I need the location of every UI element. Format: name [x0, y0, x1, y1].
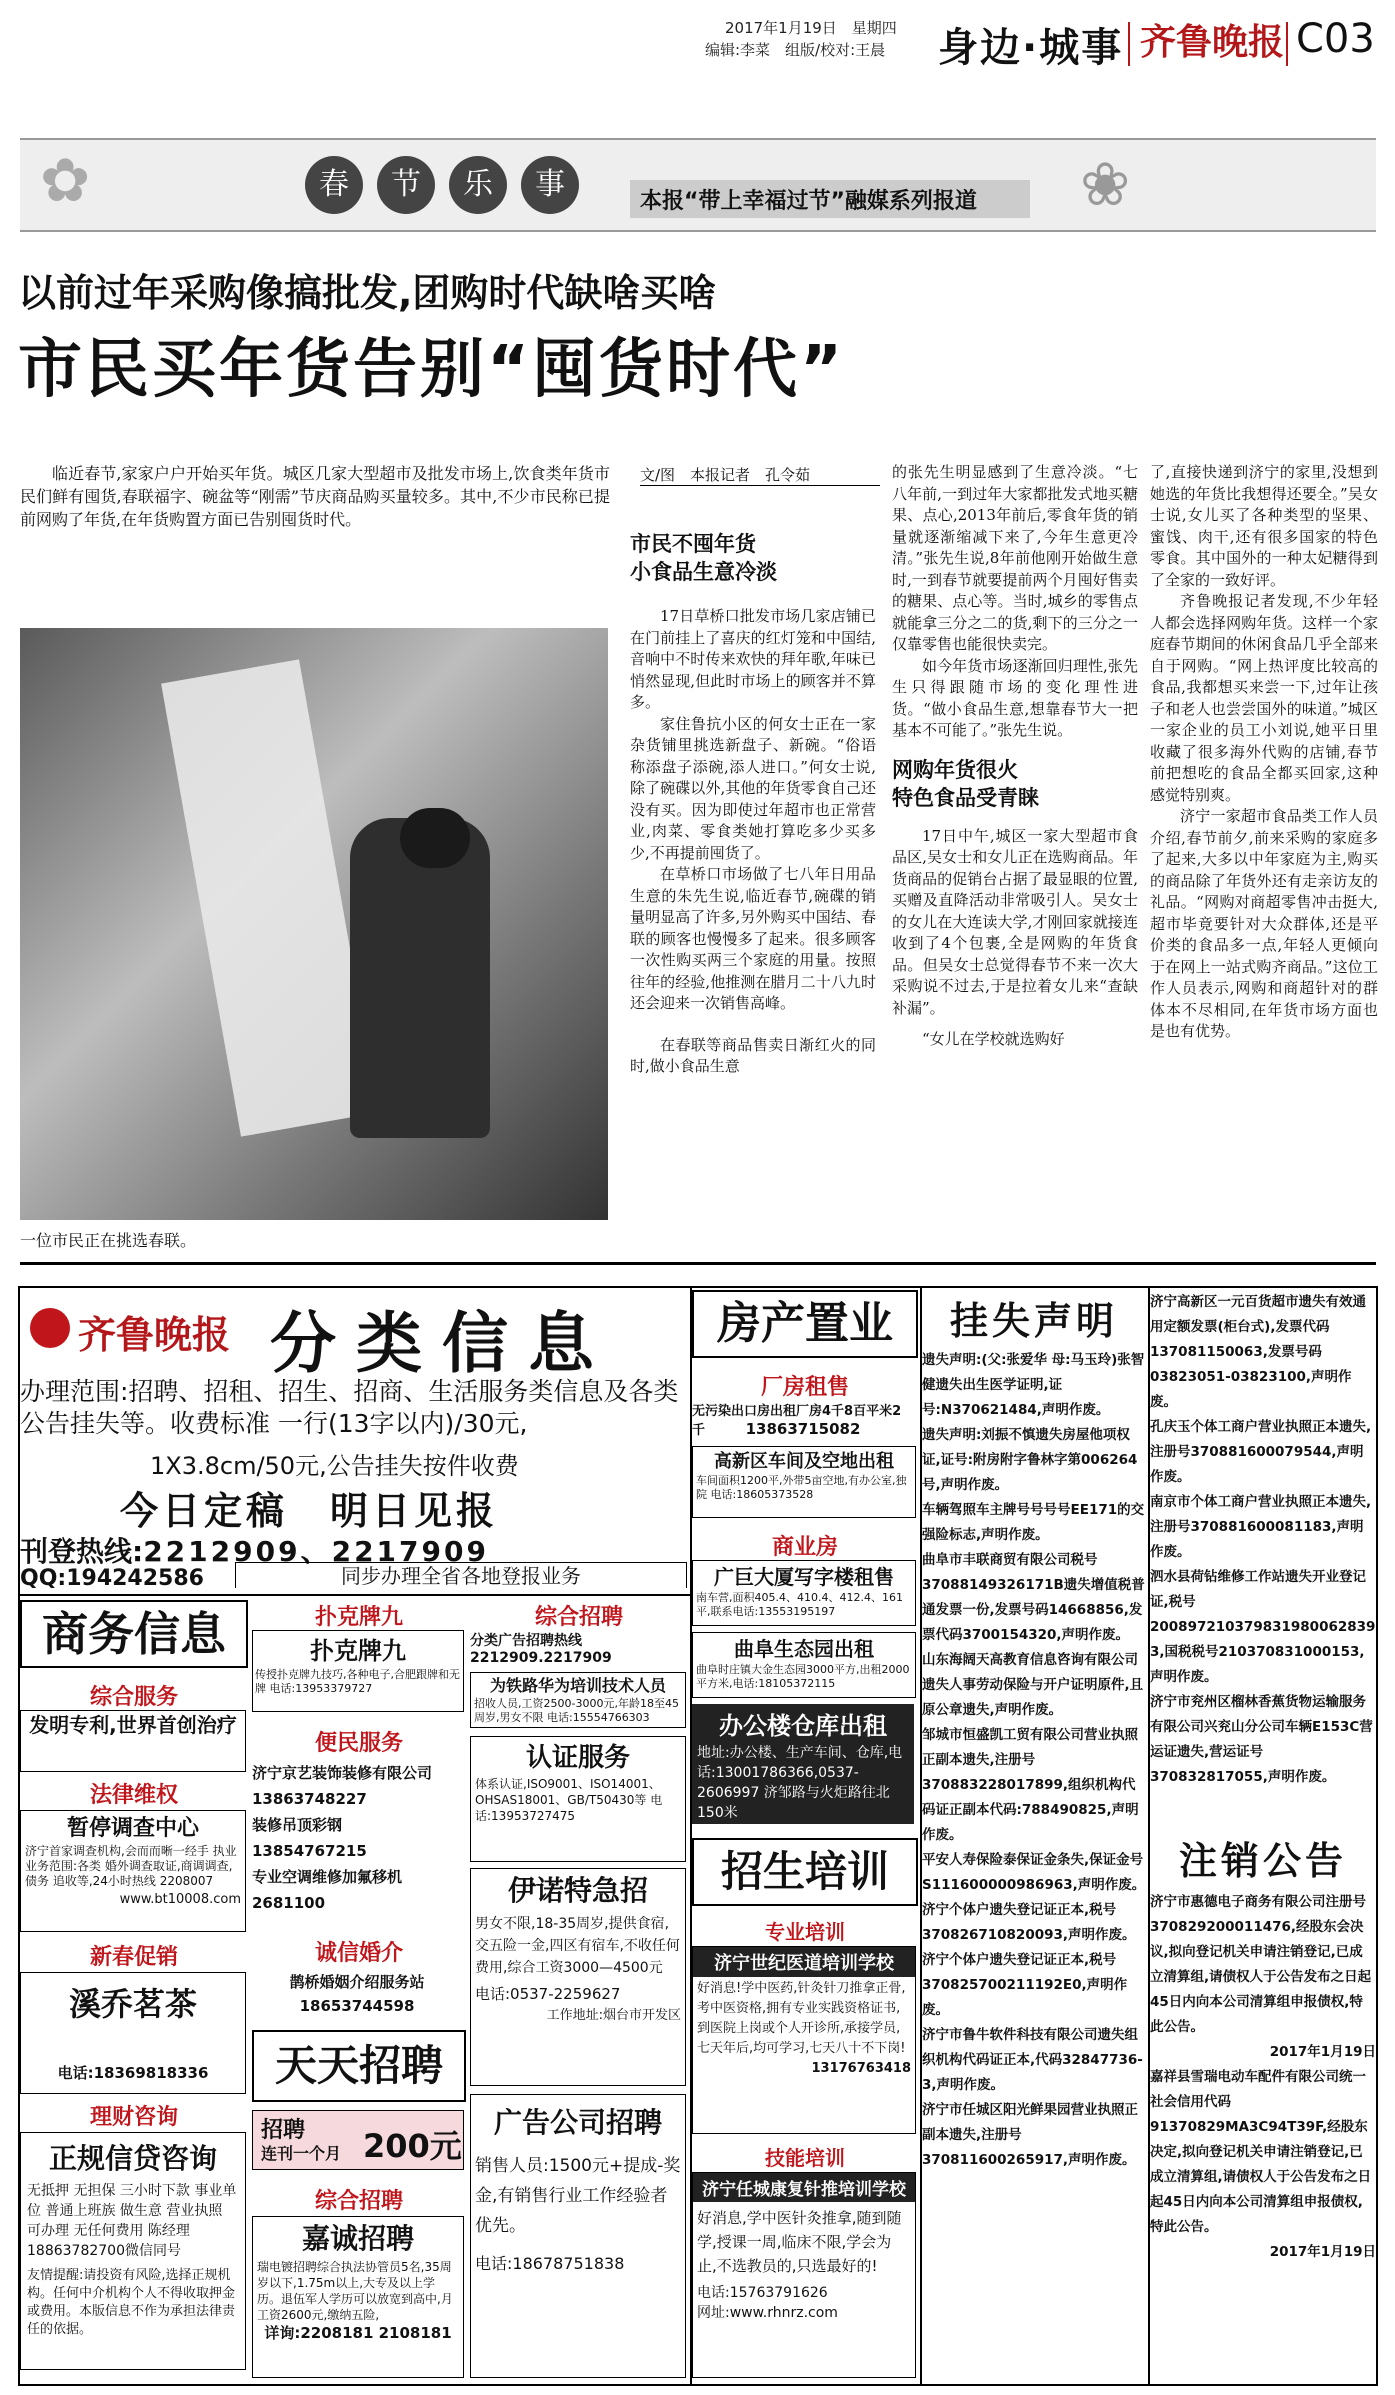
- list-item: 车辆驾照车主牌号号号号EE171的交强险标志,声明作废。: [922, 1502, 1145, 1543]
- rehab-school-phone: 电话:15763791626: [697, 2285, 828, 2301]
- hotline-number: 2212909、2217909: [143, 1535, 489, 1568]
- workshop-text: 车间面积1200平,外带5亩空地,有办公室,独院 电话:18605373528: [696, 1474, 907, 1501]
- lost-notices-title: 挂失声明: [949, 1298, 1118, 1343]
- lost-notices-list: [922, 1348, 1146, 2173]
- qq-note: 同步办理全省各地登报业务: [235, 1562, 687, 1588]
- investigation-web: www.bt10008.com: [119, 1892, 241, 1907]
- jiacheng-ad: [252, 2216, 464, 2378]
- column-rule: [690, 1286, 692, 2386]
- byline: 文/图 本报记者 孔令茹: [640, 464, 880, 486]
- flower-ornament-icon: ❀: [1080, 150, 1131, 220]
- list-item: 济宁市惠德电子商务有限公司注册号370829200011476,经股东会决议,拟向登记机关申请注销登记,已成立清算组,请债权人于公告发布之日起45日内向本公司清算组申报债权,特此公告。: [1150, 1894, 1372, 2035]
- lead-paragraph: [20, 462, 610, 531]
- tcm-school-title: 济宁世纪医道培训学校: [693, 1947, 915, 1977]
- section-title: 身边·城事: [938, 25, 1124, 71]
- rehab-school-title: 济宁任城康复针推培训学校: [693, 2173, 915, 2202]
- poker-ad-title: 扑克牌九: [310, 1636, 406, 1665]
- tcm-school-text: 好消息!学中医药,针灸针刀推拿正骨,考中医资格,拥有专业实践资格证书,到医院上岗或个人开诊所,承接学员,七天年后,均可学习,七天八十不下岗!: [697, 1981, 906, 2056]
- list-item: 遗失声明:刘振不慎遗失房屋他项权证,证号:附房附字鲁林字第006264号,声明作废。: [922, 1427, 1138, 1493]
- adco-ad: [470, 2094, 686, 2378]
- list-item: 装修吊顶彩钢 13854767215: [252, 1816, 367, 1860]
- factory-line: 无污染出口房出租厂房4千8百平米2千: [692, 1404, 902, 1438]
- tea-ad: [20, 1972, 246, 2094]
- list-item: 嘉祥县雪瑞电动车配件有限公司统一社会信用代码91370829MA3C94T39F,经股东决定,拟向登记机关申请注销登记,已成立清算组,请债权人于公告发布之日起45日内向本公司清算组申报债权,特此公告。: [1150, 2069, 1372, 2235]
- yinuo-phone: 电话:0537-2259627: [475, 1985, 621, 2003]
- general-hiring-title-2: 综合招聘: [534, 1605, 623, 1630]
- series-banner: [20, 138, 1376, 232]
- convenience-title: 便民服务: [314, 1731, 403, 1756]
- matchmaking-title: 诚信婚介: [314, 1941, 403, 1966]
- brand-logo: 齐鲁晚报: [1140, 21, 1285, 63]
- list-item: 济宁市兖州区榴林香蕉货物运输服务有限公司兴兖山分公司车辆E153C营运证遗失,营运证号370832817055,声明作废。: [1150, 1694, 1373, 1785]
- paragraph: 在春联等商品售卖日渐红火的同时,做小食品生意: [630, 1035, 876, 1075]
- office-ad: [692, 1560, 916, 1626]
- subhead-2b: 特色食品受青睐: [892, 784, 1039, 810]
- hotline-listing: 分类广告招聘热线 2212909.2217909: [470, 1633, 612, 1666]
- yinuo-text: 男女不限,18-35周岁,提供食宿,交五险一金,四区有宿车,不收任何费用,综合工资3000—4500元: [475, 1916, 680, 1976]
- daily-hiring-title: 天天招聘: [252, 2030, 466, 2102]
- railway-ad: [470, 1672, 686, 1728]
- notice-date: 2017年1月19日: [1269, 2244, 1376, 2260]
- loan-note: 友情提醒:请投资有风险,选择正规机构。任何中介机构个人不得收取押金或费用。本版信息不作为承担法律责任的依据。: [27, 2268, 236, 2337]
- lost-notices-column: [922, 1290, 1146, 2380]
- office-title: 广巨大厦写字楼租售: [714, 1565, 894, 1589]
- cancel-notice-title: 注销公告: [1178, 1838, 1347, 1883]
- classified-rate: 1X3.8cm/50元,公告挂失按件收费: [150, 1452, 519, 1480]
- business-subsection: 理财咨询: [89, 2105, 178, 2130]
- business-subsection: 法律维权: [89, 1783, 178, 1808]
- yinuo-ad: [470, 1868, 686, 2086]
- adco-text: 销售人员:1500元+提成-奖金,有销售行业工作经验者优先。: [475, 2156, 681, 2236]
- list-item: 济宁个体户遗失登记证正本,税号370826710820093,声明作废。: [922, 1902, 1136, 1943]
- subhead-2a: 网购年货很火: [892, 756, 1018, 782]
- hiring-label: 招聘: [261, 2118, 306, 2143]
- jiacheng-text: 瑞电镀招聘综合执法协管员5名,35周岁以下,1.75m以上,大专及以上学历。退伍军人学历可以放宽到高中,月工资2600元,缴纳五险,: [257, 2260, 453, 2322]
- factory-phone: 13863715082: [745, 1420, 861, 1438]
- investigation-text: 济宁首家调查机构,会而而晰一经手 执业 业务范围:各类 婚外调查取证,商调调查,债务 追收等,24小时热线 2208007: [25, 1844, 237, 1888]
- banner-text: 本报“带上幸福过节”融媒系列报道: [640, 189, 977, 214]
- article-column-3: [1150, 462, 1378, 1043]
- hiring-duration: 连刊一个月: [261, 2144, 342, 2163]
- classified-brand: 齐鲁晚报: [78, 1312, 231, 1357]
- qq-line: [20, 1566, 204, 1588]
- investigation-ad: [20, 1810, 246, 1932]
- page-number: C03: [1296, 16, 1375, 62]
- article-column-1: [630, 524, 876, 1078]
- rehab-school-text: 好消息,学中医针灸推拿,随到随学,授课一周,临床不限,学会为止,不选教员的,只选最好的!: [697, 2209, 902, 2275]
- general-hiring-title: 综合招聘: [314, 2189, 403, 2214]
- header-divider-2: [1286, 22, 1288, 66]
- loan-text: 无抵押 无担保 三小时下款 事业单位 普通上班族 做生意 营业执照 可办理 无任何费用 陈经理 18863782700微信同号: [27, 2183, 237, 2259]
- adco-phone: 电话:18678751838: [475, 2254, 625, 2273]
- paragraph: 17日草桥口批发市场几家店铺已在门前挂上了喜庆的红灯笼和中国结,音响中不时传来欢快的拜年歌,年味已悄然显现,但此时市场上的顾客并不算多。: [630, 607, 876, 711]
- eco-park-text: 曲阜时庄镇大金生态园3000平方,出租2000平方米,电话:18105372115: [696, 1663, 910, 1690]
- loan-title: 正规信贷咨询: [48, 2142, 217, 2175]
- right-notices-list: [1150, 1290, 1376, 1790]
- column-rule: [920, 1286, 922, 2386]
- classified-slogan: 今日定稿 明日见报: [120, 1488, 499, 1533]
- article-photo: [20, 628, 608, 1220]
- recruit-column: [470, 1600, 688, 2380]
- list-item: 山东海阔天高教育信息咨询有限公司遗失人事劳动保险与开户证明原件,且原公章遗失,声明作废。: [922, 1652, 1144, 1718]
- photo-caption: 一位市民正在挑选春联。: [20, 1231, 197, 1250]
- paragraph: 了,直接快递到济宁的家里,没想到她选的年货比我想得还要全。”吴女士说,女儿买了各种类型的坚果、蜜饯、肉干,还有很多国家的特色零食。其中国外的一种太妃糖得到了全家的一致好评。: [1150, 463, 1378, 589]
- paragraph: 的张先生明显感到了生意冷淡。“七八年前,一到过年大家都批发式地买糖果、点心,2013年前后,零食年货的销量就逐渐缩减下来了,今年生意更冷清。”张先生说,8年前他刚开始做生意时,一到春节就要提前两个月囤好售卖的糖果、点心等。当时,城乡的零售点就能拿三分之二的货,剩下的三分之一仅靠零售也能很快卖完。: [892, 463, 1138, 653]
- banner-tag: 节: [377, 156, 435, 214]
- lead-text: 临近春节,家家户户开始买年货。城区几家大型超市及批发市场上,饮食类年货市民们鲜有囤货,春联福字、碗盆等“刚需”节庆商品购买量较多。其中,不少市民称已提前网购了年货,在年货购置方面已告别囤货时代。: [20, 464, 610, 529]
- cancel-notice-list: [1150, 1890, 1376, 2265]
- classified-title: 分类信息: [270, 1304, 614, 1382]
- poker-ad: [252, 1630, 464, 1712]
- couplet-banner-shape: [161, 659, 379, 1136]
- investigation-title: 暂停调查中心: [66, 1816, 199, 1841]
- qq-number: 194242586: [66, 1566, 204, 1588]
- convenience-list: [252, 1760, 462, 1916]
- list-item: 邹城市恒盛凯工贸有限公司营业执照正副本遗失,注册号370883228017899,组织机构代码证正副本代码:788490825,声明作废。: [922, 1727, 1139, 1843]
- paragraph: 家住鲁抗小区的何女士正在一家杂货铺里挑选新盘子、新碗。“俗语称添盘子添碗,添人进口。”何女士说,除了碗碟以外,其他的年货零食自己还没有买。因为即使过年超市也正常营业,肉菜、零食类她打算吃多少买多少,不再提前囤货了。: [630, 714, 876, 862]
- warehouse-ad: [692, 1704, 914, 1824]
- article-column-2: [892, 462, 1138, 1051]
- list-item: 18653744598: [299, 1997, 415, 2015]
- realestate-column: [692, 1290, 918, 2380]
- yinuo-title: 伊诺特急招: [507, 1874, 648, 1907]
- paragraph: 济宁一家超市食品类工作人员介绍,春节前夕,前来采购的家庭多了起来,大多以中年家庭为主,购买的商品除了年货外还有走亲访友的礼品。“网购对商超零售冲击挺大,超市毕竟要针对大众群体,还是平价类的食品多一点,年轻人更倾向于在网上一站式购齐商品。”这位工作人员表示,网购和商超针对的群体本不尽相同,在年货市场方面也是也有优势。: [1150, 807, 1378, 1040]
- cert-ad: [470, 1736, 686, 1862]
- list-item: 曲阜市丰联商贸有限公司税号37088149326171B遗失增值税普通发票一份,发票号码14668856,发票代码3700154320,声明作废。: [922, 1552, 1145, 1643]
- yinuo-address: 工作地址:烟台市开发区: [546, 2008, 681, 2023]
- realestate-title: 房产置业: [692, 1290, 918, 1358]
- adco-title: 广告公司招聘: [493, 2106, 662, 2139]
- tea-title: 溪乔茗茶: [68, 1985, 197, 2023]
- office-text: 南车营,面积405.4、410.4、412.4、161平,联系电话:13553195197: [696, 1591, 903, 1618]
- business-column: [20, 1600, 248, 2380]
- tea-phone: 电话:18369818336: [57, 2064, 209, 2082]
- banner-tag: 春: [305, 156, 363, 214]
- jiacheng-phone: 详询:2208181 2108181: [264, 2324, 452, 2342]
- list-item: 济宁市任城区阳光鲜果园营业执照正副本遗失,注册号370811600265917,声明作废。: [922, 2102, 1138, 2168]
- editor-credit: 编辑:李菜 组版/校对:王晨: [705, 41, 886, 59]
- tcm-school-phone: 13176763418: [811, 2061, 911, 2076]
- list-item: 济宁高新区一元百货超市遗失有效通用定额发票(柜台式),发票代码137081150063,发票号码03823051-03823100,声明作废。: [1150, 1294, 1366, 1410]
- row-rule: [18, 1594, 692, 1596]
- list-item: 遗失声明:(父:张爱华 母:马玉玲)张智健遗失出生医学证明,证号:N370621484,声明作废。: [922, 1352, 1145, 1418]
- hiring-price: 200元: [363, 2127, 462, 2165]
- workshop-title: 高新区车间及空地出租: [714, 1451, 894, 1472]
- business-title: 商务信息: [20, 1600, 248, 1668]
- jiacheng-title: 嘉诚招聘: [301, 2222, 414, 2255]
- header-divider: [1128, 22, 1130, 66]
- railway-text: 招收人员,工资2500-3000元,年龄18至45周岁,男女不限 电话:15554766303: [474, 1697, 679, 1724]
- list-item: 平安人寿保险泰保证金条失,保证金号S111600000986963,声明作废。: [922, 1852, 1146, 1893]
- eco-park-ad: [692, 1632, 916, 1698]
- patent-ad: 发明专利,世界首创治疗: [20, 1710, 246, 1772]
- cert-title: 认证服务: [525, 1743, 630, 1773]
- hiring-price-box: [252, 2110, 464, 2170]
- workshop-ad: [692, 1446, 916, 1518]
- banner-tag: 事: [521, 156, 579, 214]
- notice-date: 2017年1月19日: [1269, 2044, 1376, 2060]
- training-title: 招生培训: [692, 1838, 918, 1906]
- rehab-school-web: 网址:www.rhnrz.com: [697, 2305, 838, 2321]
- kicker: 以前过年采购像搞批发,团购时代缺啥买啥: [18, 271, 717, 315]
- rehab-school-ad: [692, 2172, 916, 2378]
- railway-title: 为铁路华为培训技术人员: [489, 1676, 666, 1695]
- list-item: 南京市个体工商户营业执照正本遗失,注册号370881600081183,声明作废。: [1150, 1494, 1372, 1560]
- realestate-subsection: 厂房租售: [760, 1375, 849, 1400]
- business-subsection: 综合服务: [89, 1685, 178, 1710]
- list-item: 专业空调维修加氟移机 2681100: [252, 1868, 403, 1912]
- classified-header: [20, 1290, 688, 1588]
- column-rule: [1148, 1286, 1150, 2386]
- warehouse-title: 办公楼仓库出租: [719, 1712, 887, 1740]
- paragraph: 如今年货市场逐渐回归理性,张先生只得跟随市场的变化理性进货。“做小食品生意,想靠春节大一把基本不可能了。”张先生说。: [892, 656, 1138, 739]
- classified-scope: 办理范围:招聘、招租、招生、招商、生活服务类信息及各类公告挂失等。收费标准 一行(13字以内)/30元,: [20, 1377, 679, 1438]
- training-subsection: 专业培训: [765, 1920, 845, 1944]
- eco-park-title: 曲阜生态园出租: [734, 1637, 874, 1661]
- banner-tags: [305, 156, 593, 214]
- matchmaking-list: [252, 1970, 462, 2018]
- list-item: 鹊桥婚姻介绍服务站: [289, 1973, 425, 1991]
- list-item: 济宁个体户遗失登记证正本,税号370825700211192E0,声明作废。: [922, 1952, 1128, 2018]
- realestate-subsection: 商业房: [771, 1535, 838, 1560]
- issue-date: 2017年1月19日 星期四: [725, 19, 897, 37]
- list-item: 济宁京艺装饰装修有限公司 13863748227: [252, 1764, 433, 1808]
- poker-section-title: 扑克牌九: [314, 1605, 403, 1630]
- list-item: 泗水县荷钻维修工作站遗失开业登记证,税号200897210379831980062839 3,国税税号210370831000153,声明作废。: [1150, 1569, 1376, 1685]
- flower-ornament-icon: ✿: [40, 146, 91, 216]
- cert-text: 体系认证,ISO9001、ISO14001、OHSAS18001、GB/T50430等 电话:13953727475: [475, 1777, 663, 1823]
- tcm-school-ad: [692, 1946, 916, 2134]
- shopper-hat: [400, 808, 470, 868]
- hotline-label: 刊登热线:: [20, 1535, 144, 1568]
- brand-sun-icon: [30, 1308, 70, 1348]
- training-subsection: 技能培训: [765, 2146, 845, 2170]
- list-item: 孔庆玉个体工商户营业执照正本遗失,注册号370881600079544,声明作废。: [1150, 1419, 1372, 1485]
- paragraph: “女儿在学校就选购好: [922, 1030, 1065, 1048]
- paragraph: 齐鲁晚报记者发现,不少年轻人都会选择网购年货。这样一个家庭春节期间的休闲食品几乎全部来自于网购。“网上热评度比较高的食品,我都想买来尝一下,过年让孩子和老人也尝尝国外的味道。”城区一家企业的员工小刘说,她平日里收藏了很多海外代购的店铺,春节前把想吃的食品全都买回家,这种感觉特别爽。: [1150, 592, 1378, 804]
- business-subsection: 新春促销: [89, 1945, 178, 1970]
- list-item: 济宁市鲁牛软件科技有限公司遗失组织机构代码证正本,代码32847736-3,声明作废。: [922, 2027, 1143, 2093]
- banner-tag: 乐: [449, 156, 507, 214]
- poker-ad-text: 传授扑克牌九技巧,各种电子,合肥跟牌和无牌 电话:13953379727: [255, 1668, 460, 1695]
- section-divider: [20, 1262, 1376, 1265]
- subhead-1a: 市民不囤年货: [630, 531, 756, 556]
- right-notices-column: [1150, 1290, 1376, 2380]
- headline: 市民买年货告别“囤货时代”: [18, 333, 846, 407]
- warehouse-text: 地址:办公楼、生产车间、仓库,电话:13001786366,0537-2606997 济邹路与火炬路往北150米: [697, 1745, 903, 1821]
- loan-ad: [20, 2132, 246, 2370]
- paragraph: 在草桥口市场做了七八年日用品生意的朱先生说,临近春节,碗碟的销量明显高了许多,另外购买中国结、春联的顾客也慢慢多了起来。很多顾客一次性购买两三个家庭的用量。按照往年的经验,他推测在腊月二十八九时还会迎来一次销售高峰。: [630, 865, 876, 1012]
- paragraph: 17日中午,城区一家大型超市食品区,吴女士和女儿正在选购商品。年货商品的促销台占据了最显眼的位置,买赠及直降活动非常吸引人。吴女士的女儿在大连读大学,才刚回家就接连收到了4个包裹,全是网购的年货食品。但吴女士总觉得春节不来一次大采购说不过去,于是拉着女儿来“查缺补漏”。: [892, 826, 1138, 1017]
- qq-label: QQ:: [20, 1566, 67, 1588]
- subhead-1b: 小食品生意冷淡: [630, 559, 777, 584]
- service-column: [252, 1600, 466, 2380]
